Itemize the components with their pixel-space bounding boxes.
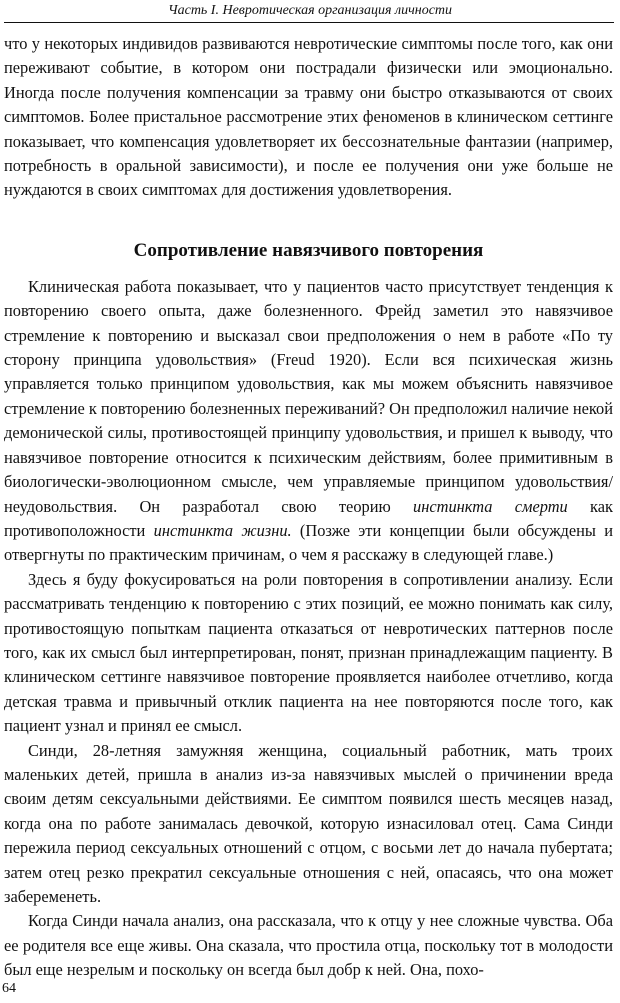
emphasis-life-instinct: инстинкта жизни. — [153, 520, 292, 540]
emphasis-death-instinct: инстинкта смерти — [413, 496, 568, 516]
body-text — [4, 32, 613, 983]
header-rule — [4, 22, 614, 23]
page-number: 64 — [2, 981, 16, 996]
paragraph-case-continued: Когда Синди начала анализ, она рассказала, что к отцу у нее сложные чувства. Оба ее родителя все еще живы. Она сказала, что простила отца, поскольку тот в молодости был еще незрелым и поскольку он всегда был добр к ней. Она, похо- — [4, 911, 613, 980]
paragraph-text: как противоположности — [4, 496, 613, 540]
paragraph-text: Клиническая работа показывает, что у пациентов часто присутствует тенденция к повторению своего опыта, даже болезненного. Фрейд заметил это навязчивое стремление к повторению и высказал свои предположения о нем в работе «По ту сторону принципа удовольствия» (Freud 1920). Если вся психическая жизнь управляется только принципом удовольствия, как мы можем объяснить навязчивое стремление к повторению болезненных переживаний? Он предположил наличие некой демонической силы, противостоящей принципу удовольствия, и пришел к выводу, что навязчивое повторение относится к психическим действиям, более примитивным в биологически-эволюционном смысле, чем управляемые принципом удовольствия/неудовольствия. Он разработал свою теорию — [4, 276, 613, 516]
paragraph-continuation: что у некоторых индивидов развиваются невротические симптомы после того, как они переживают событие, в котором они пострадали физически или эмоционально. Иногда после получения компенсации за травму они быстро отказываются от своих симптомов. Более пристальное рассмотрение этих феноменов в клиническом сеттинге показывает, что компенсация удовлетворяет их бессознательные фантазии (например, потребность в оральной зависимости), и после ее получения они уже больше не нуждаются в своих симптомах для достижения удовлетворения. — [4, 34, 613, 200]
running-head: Часть I. Невротическая организация личности — [167, 3, 453, 18]
paragraph-compulsion — [4, 275, 613, 568]
section-heading: Сопротивление навязчивого повторения — [133, 239, 484, 261]
paragraph-resistance: Здесь я буду фокусироваться на роли повторения в сопротивлении анализу. Если рассматривать тенденцию к повторению с этих позиций, ее можно понимать как силу, противостоящую попыткам пациента отказаться от невротических паттернов после того, как их смысл был интерпретирован, понят, признан принадлежащим пациенту. В клиническом сеттинге навязчивое повторение проявляется наиболее отчетливо, когда детская травма и привычный отклик пациента на нее повторяются после того, как пациент узнал и принял ее смысл. — [4, 569, 613, 736]
paragraph-text: (Позже эти концепции были обсуждены и отвергнуты по практическим причинам, о чем я расскажу в следующей главе.) — [4, 520, 613, 565]
paragraph-case-cindy: Синди, 28-летняя замужняя женщина, социальный работник, мать троих маленьких детей, пришла в анализ из-за навязчивых мыслей о причинении вреда своим детям сексуальными действиями. Ее симптом появился шесть месяцев назад, когда она по работе занималась девочкой, которую изнасиловал отец. Сама Синди пережила период сексуальных отношений с отцом, с восьми лет до начала пубертата; затем отец резко прекратил сексуальные отношения с ней, опасаясь, что она может забеременеть. — [4, 740, 613, 906]
